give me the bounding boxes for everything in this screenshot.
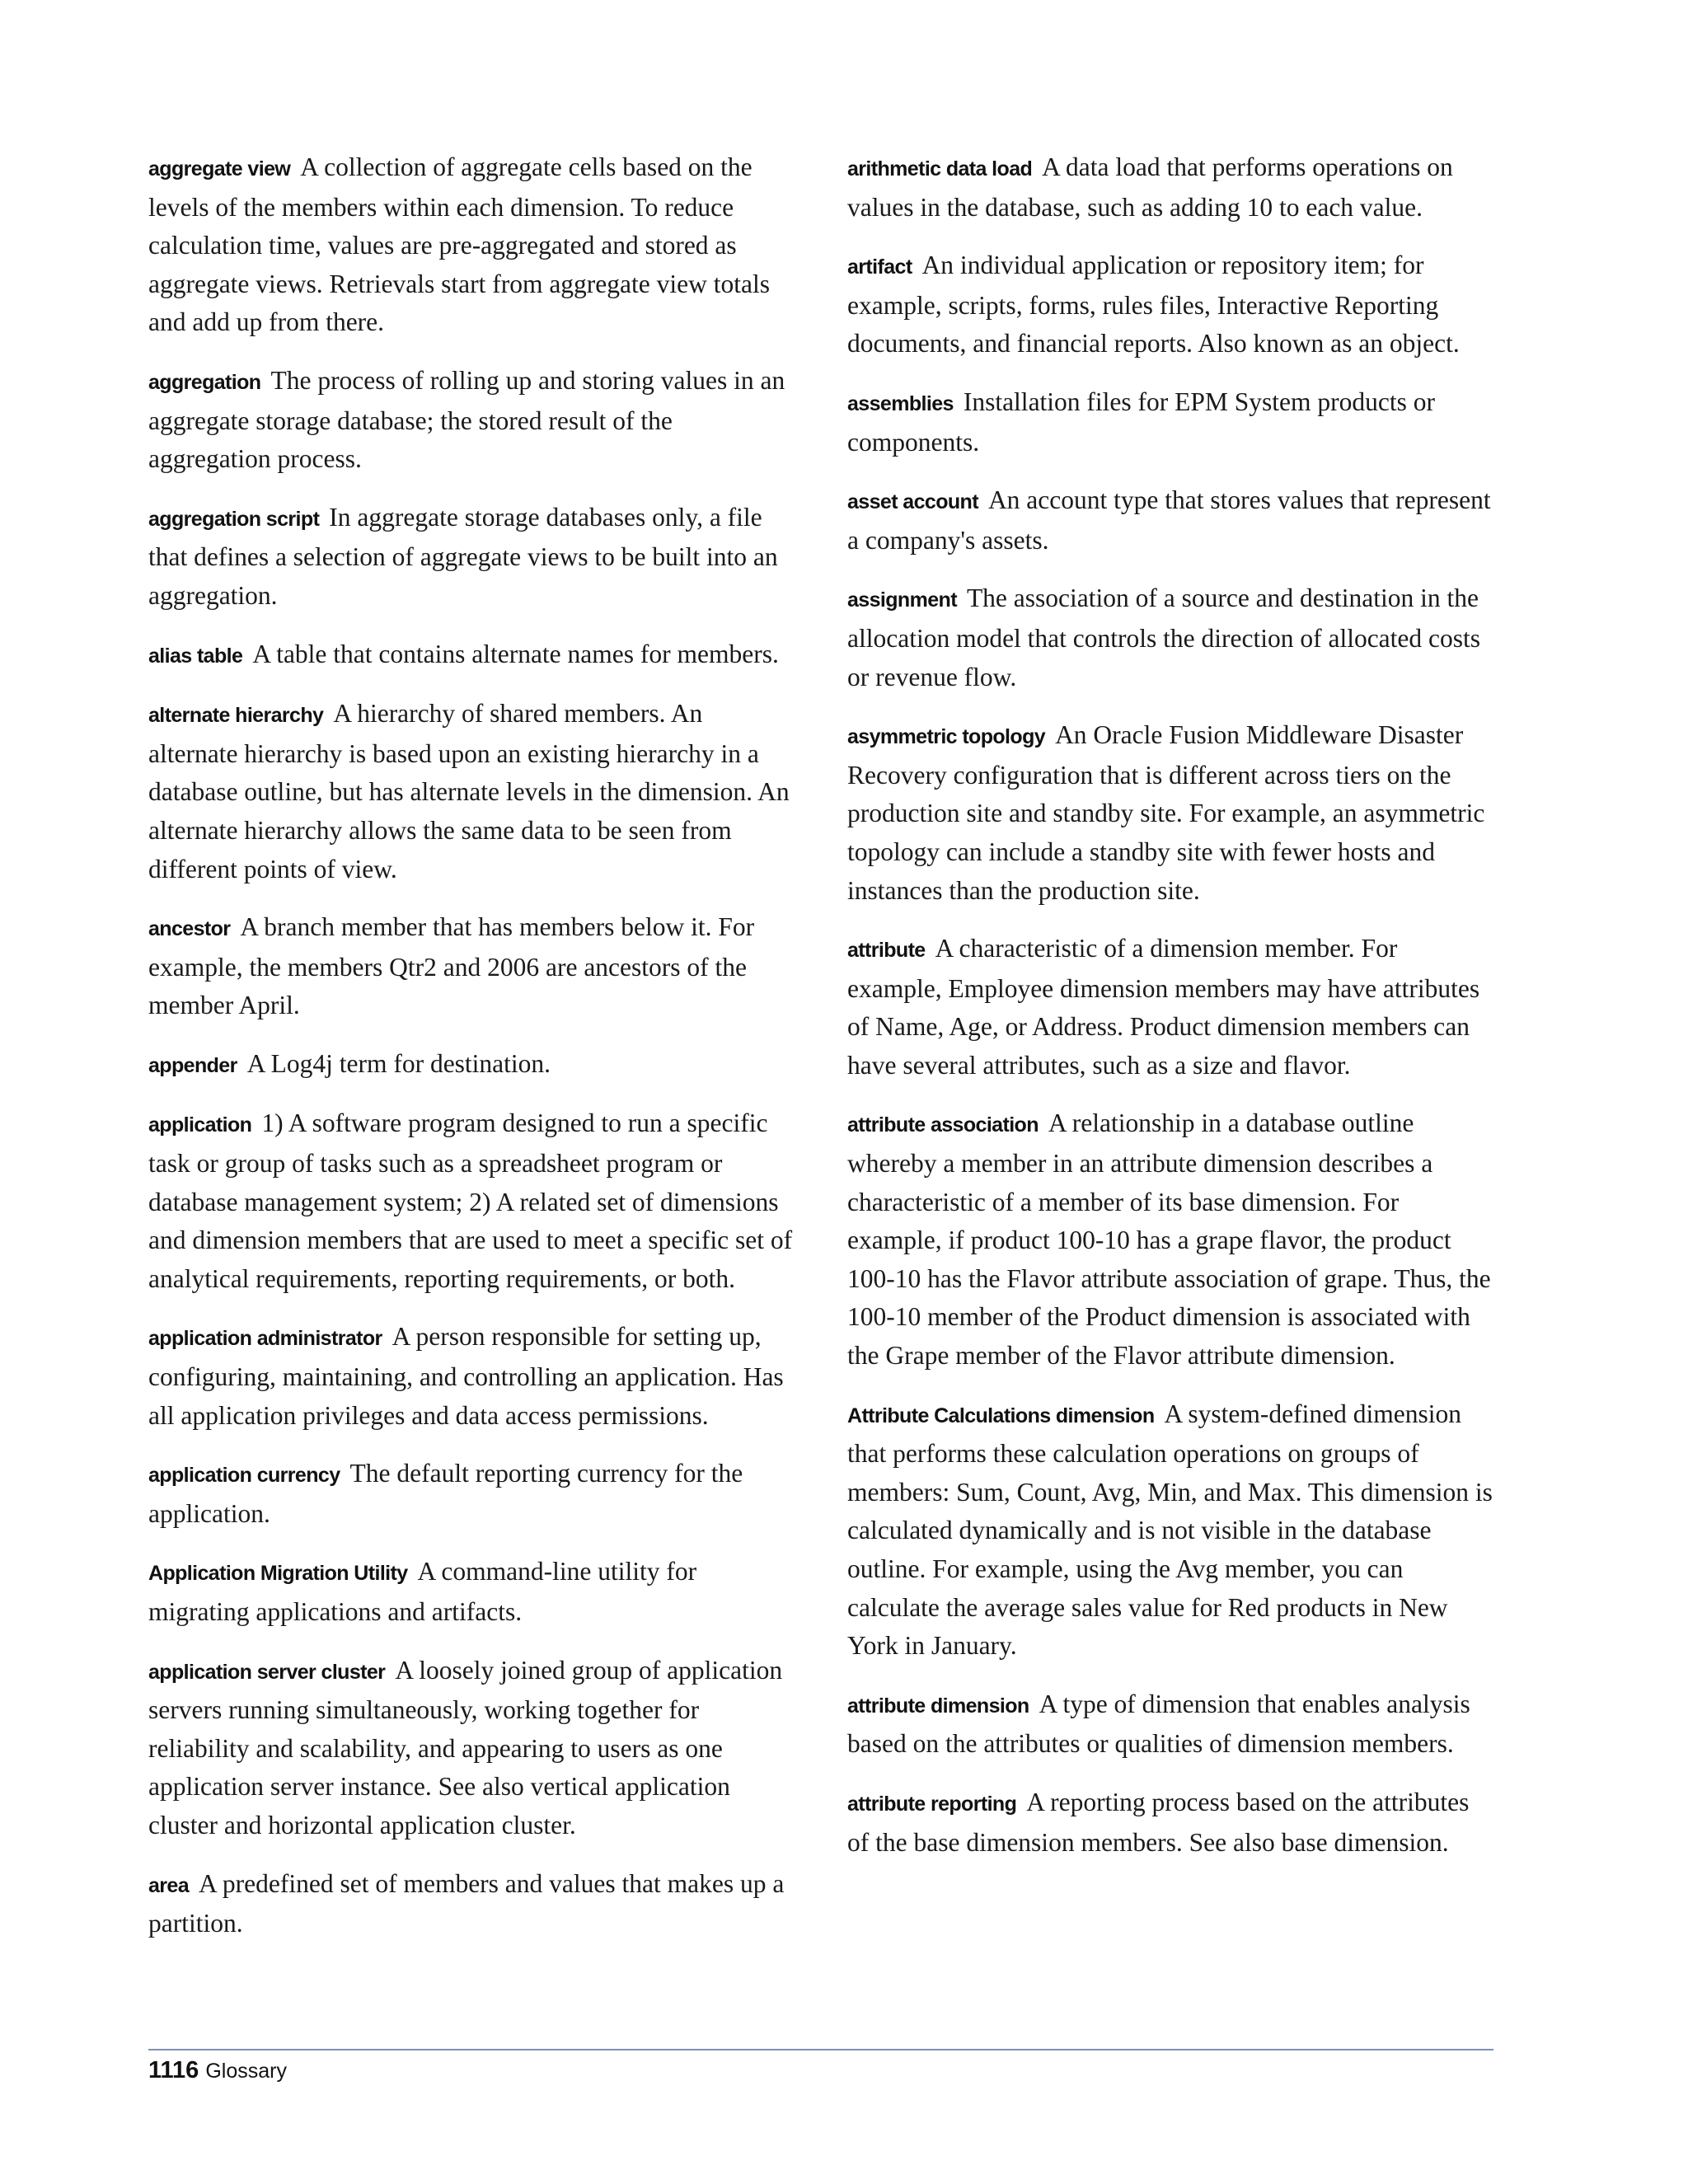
glossary-term: asymmetric topology: [847, 725, 1046, 749]
glossary-entry: [847, 1395, 1494, 1666]
glossary-definition: A command-line utility for migrating applications and artifacts.: [148, 1557, 697, 1626]
glossary-definition: A relationship in a database outline whereby a member in an attribute dimension describes a characteristic of a member of its base dimension. For example, if product 100-10 has a grape flavor, the product 100-10 has the Flavor attribute association of grape. Thus, the 100-10 member of the Product dimension is associated with the Grape member of the Flavor attribute dimension.: [847, 1108, 1491, 1371]
glossary-definition: A Log4j term for destination.: [246, 1048, 551, 1078]
glossary-term: asset account: [847, 490, 978, 514]
glossary-definition: A person responsible for setting up, configuring, maintaining, and controlling an application. Has all application privileges and data access permissions.: [148, 1322, 784, 1430]
glossary-definition: The process of rolling up and storing values in an aggregate storage database; the stored result of the aggregation process.: [148, 365, 785, 474]
glossary-entry: [148, 1318, 795, 1435]
glossary-definition: A data load that performs operations on values in the database, such as adding 10 to each value.: [847, 152, 1453, 222]
glossary-entry: [847, 930, 1494, 1085]
glossary-entry: [148, 908, 795, 1025]
glossary-term: aggregation script: [148, 507, 320, 531]
glossary-definition: A loosely joined group of application servers running simultaneously, working together for reliability and scalability, and appearing to users as one application server instance. See also vertical application cluster and horizontal application cluster.: [148, 1655, 783, 1840]
glossary-definition: A table that contains alternate names for members.: [252, 639, 779, 668]
glossary-term: Attribute Calculations dimension: [847, 1404, 1155, 1427]
glossary-entry: [148, 1652, 795, 1845]
glossary-definition: A characteristic of a dimension member. For example, Employee dimension members may have attributes of Name, Age, or Address. Product dimension members can have several attributes, such as a size and flavor.: [847, 934, 1480, 1080]
glossary-entry: [148, 695, 795, 888]
glossary-entry: [148, 148, 795, 342]
glossary-definition: In aggregate storage databases only, a file that defines a selection of aggregate views to be built into an aggregation.: [148, 502, 778, 610]
glossary-definition: An Oracle Fusion Middleware Disaster Recovery configuration that is different across tiers on the production site and standby site. For example, an asymmetric topology can include a standby site with fewer hosts and instances than the production site.: [847, 720, 1485, 905]
glossary-term: application: [148, 1113, 252, 1137]
glossary-definition: The association of a source and destination in the allocation model that controls the direction of allocated costs or revenue flow.: [847, 583, 1481, 691]
glossary-entry: [148, 1104, 795, 1298]
glossary-entry: [148, 635, 795, 676]
glossary-entry: [148, 1455, 795, 1533]
glossary-entry: [148, 1553, 795, 1631]
glossary-term: area: [148, 1873, 190, 1897]
glossary-definition: A system-defined dimension that performs these calculation operations on groups of members: Sum, Count, Avg, Min, and Max. This dimension is calculated dynamically and is not visible in the database outline. For example, using the Avg member, you can calculate the average sales value for Red products in New York in January.: [847, 1399, 1493, 1661]
glossary-term: attribute dimension: [847, 1694, 1029, 1718]
glossary-definition: A type of dimension that enables analysis based on the attributes or qualities of dimension members.: [847, 1689, 1470, 1759]
glossary-definition: A collection of aggregate cells based on the levels of the members within each dimension. To reduce calculation time, values are pre-aggregated and stored as aggregate views. Retrievals start from aggregate view totals and add up from there.: [148, 152, 770, 337]
glossary-entry: [847, 246, 1494, 363]
glossary-definition: A predefined set of members and values that makes up a partition.: [148, 1868, 785, 1938]
glossary-term: ancestor: [148, 917, 231, 941]
glossary-term: alternate hierarchy: [148, 704, 324, 728]
glossary-term: application administrator: [148, 1327, 382, 1351]
glossary-term: attribute: [847, 939, 926, 963]
glossary-term: application server cluster: [148, 1660, 386, 1684]
right-column: [847, 148, 1494, 1882]
glossary-entry: [847, 716, 1494, 910]
page-footer: [148, 2057, 287, 2084]
footer-divider: [148, 2049, 1493, 2050]
glossary-term: appender: [148, 1053, 237, 1077]
glossary-term: arithmetic data load: [847, 157, 1033, 180]
glossary-entry: [847, 1104, 1494, 1375]
glossary-entry: [847, 383, 1494, 462]
page-number: 1116: [148, 2057, 199, 2083]
glossary-entry: [148, 362, 795, 479]
glossary-term: alias table: [148, 644, 243, 668]
glossary-definition: A hierarchy of shared members. An alternate hierarchy is based upon an existing hierarchy in a database outline, but has alternate levels in the dimension. An alternate hierarchy allows the same data to be seen from different points of view.: [148, 699, 790, 883]
glossary-term: attribute reporting: [847, 1792, 1017, 1816]
glossary-entry: [148, 1045, 795, 1085]
glossary-term: aggregation: [148, 370, 261, 394]
glossary-entry: [847, 148, 1494, 227]
glossary-entry: [847, 1783, 1494, 1862]
glossary-entry: [847, 481, 1494, 560]
glossary-term: artifact: [847, 255, 912, 279]
glossary-definition: Installation files for EPM System products or components.: [847, 387, 1436, 457]
left-column: [148, 148, 795, 1963]
glossary-term: assignment: [847, 588, 957, 612]
glossary-definition: A branch member that has members below it. For example, the members Qtr2 and 2006 are ancestors of the member April.: [148, 912, 755, 1020]
glossary-definition: A reporting process based on the attributes of the base dimension members. See also base dimension.: [847, 1787, 1470, 1857]
glossary-term: application currency: [148, 1464, 340, 1488]
glossary-term: aggregate view: [148, 157, 291, 180]
glossary-term: Application Migration Utility: [148, 1562, 408, 1586]
glossary-entry: [847, 1685, 1494, 1764]
glossary-definition: An account type that stores values that represent a company's assets.: [847, 485, 1491, 555]
glossary-definition: 1) A software program designed to run a specific task or group of tasks such as a spreadsheet program or database management system; 2) A related set of dimensions and dimension members that are used to meet a specific set of analytical requirements, reporting requirements, or both.: [148, 1108, 793, 1293]
glossary-term: assemblies: [847, 391, 954, 415]
glossary-term: attribute association: [847, 1113, 1039, 1137]
glossary-definition: The default reporting currency for the application.: [148, 1459, 743, 1528]
footer-section-title: Glossary: [205, 2060, 287, 2083]
glossary-entry: [847, 579, 1494, 696]
glossary-entry: [148, 1865, 795, 1943]
glossary-definition: An individual application or repository item; for example, scripts, forms, rules files, Interactive Reporting documents, and financial reports. Also known as an object.: [847, 251, 1460, 359]
glossary-entry: [148, 499, 795, 616]
